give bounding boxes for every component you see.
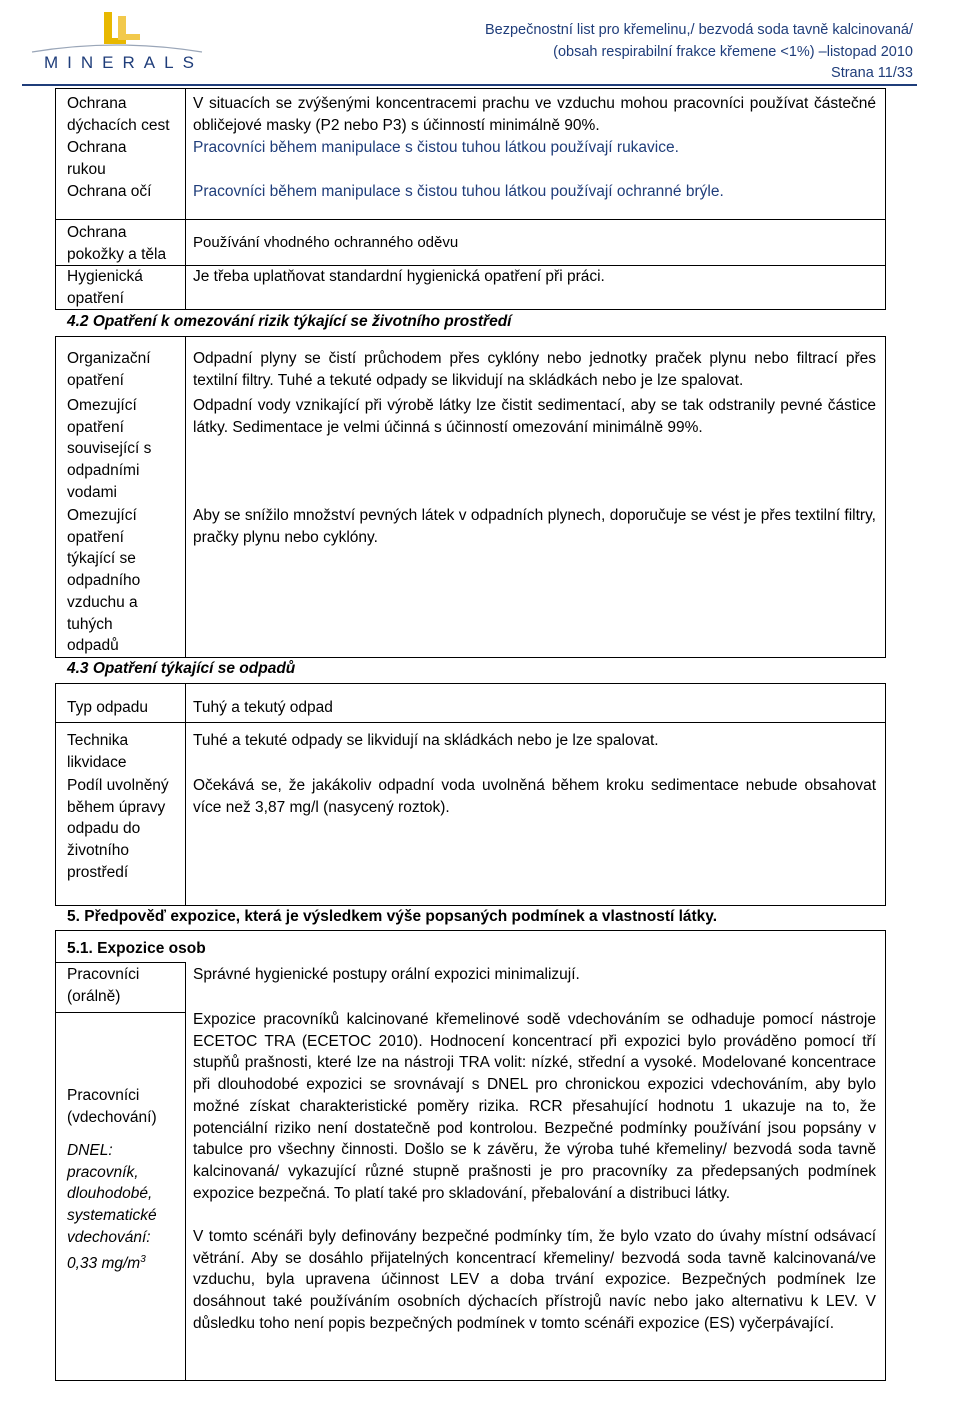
text-release: Očekává se, že jakákoliv odpadní voda uvolněná během kroku sedimentace nebude obsahovat více než 3,87 mg/l (nasycený roztok).	[193, 777, 876, 816]
minerals-logo	[22, 8, 212, 72]
label-skin: Ochrana pokožky a těla	[67, 224, 167, 263]
label-disposal: Technika likvidace	[67, 732, 129, 771]
text-inhalation-2: V tomto scénáři byly definovány bezpečné podmínky tím, že bylo vzato do úvahy místní odsávací větrání. Aby se dosáhlo přijatelných koncentrací křemeliny/ bezvodá soda tavně kalcinovaná/ve vzduchu, byla upravena účinnost LEV a doba trvání expozice. Bezpečných podmínek lze dosáhnout také používáním osobních dýchacích přístrojů navíc nebo jako alternativu k LEV. V důsledku toho není popis bezpečných podmínek v tomto scénáři expozice (ES) vyčerpávající.	[193, 1228, 876, 1332]
table-divider	[185, 962, 186, 1381]
table-divider	[185, 683, 186, 906]
text-respiratory: V situacích se zvýšenými koncentracemi prachu ve vzduchu mohou pracovníci používat částečné obličejové masky (P2 nebo P3) s účinností minimálně 90%.	[193, 95, 876, 134]
text-hygiene: Je třeba uplatňovat standardní hygienická opatření při práci.	[193, 268, 605, 285]
dnel-sup: 3	[140, 1253, 146, 1265]
logo-text: MINERALS	[44, 53, 203, 72]
table-divider	[185, 336, 186, 658]
dnel-text: DNEL: pracovník, dlouhodobé, systematické vdechování: 0,33 mg/m	[67, 1142, 157, 1272]
text-skin: Používání vhodného ochranného oděvu	[193, 234, 459, 251]
label-oral: Pracovníci (orálně)	[67, 966, 140, 1005]
row-rule	[55, 1012, 185, 1013]
label-eyes: Ochrana očí	[67, 183, 152, 200]
label-wastewater: Omezující opatření související s odpadními vodami	[67, 397, 152, 501]
label-inhalation: Pracovníci (vdechování)	[67, 1087, 157, 1126]
text-disposal: Tuhé a tekuté odpady se likvidují na skládkách nebo je lze spalovat.	[193, 732, 659, 749]
text-oral: Správné hygienické postupy orální expozici minimalizují.	[193, 966, 580, 983]
table-divider	[185, 88, 186, 310]
header-rule	[22, 84, 917, 86]
header-title-line2: (obsah respirabilní frakce křemene <1%) –listopad 2010	[553, 43, 913, 60]
label-organizational: Organizační opatření	[67, 350, 151, 389]
section-4-2-heading: 4.2 Opatření k omezování rizik týkající se životního prostředí	[67, 313, 512, 330]
text-air-waste: Aby se snížilo množství pevných látek v odpadních plynech, doporučuje se vést je přes textilní filtry, pračky plynu nebo cyklóny.	[193, 507, 876, 546]
label-release: Podíl uvolněný během úpravy odpadu do životního prostředí	[67, 777, 169, 881]
header-title-line1: Bezpečnostní list pro křemelinu,/ bezvodá soda tavně kalcinovaná/	[485, 22, 913, 38]
text-hands: Pracovníci během manipulace s čistou tuhou látkou používají rukavice.	[193, 139, 679, 156]
text-waste-type: Tuhý a tekutý odpad	[193, 699, 333, 716]
row-rule	[55, 219, 886, 220]
label-respiratory: Ochrana dýchacích cest	[67, 95, 170, 134]
row-rule	[55, 962, 185, 963]
section-4-3-heading: 4.3 Opatření týkající se odpadů	[67, 660, 296, 677]
row-rule	[55, 722, 886, 723]
label-hygiene: Hygienická opatření	[67, 268, 143, 307]
section-5-heading: 5. Předpověď expozice, která je výsledkem výše popsaných podmínek a vlastností látky.	[67, 908, 718, 925]
text-eyes: Pracovníci během manipulace s čistou tuhou látkou používají ochranné brýle.	[193, 183, 724, 200]
dnel-value	[67, 1140, 167, 1274]
page-number: Strana 11/33	[831, 65, 913, 81]
label-air-waste: Omezující opatření týkající se odpadního vzduchu a tuhých odpadů	[67, 507, 141, 655]
label-hands: Ochrana rukou	[67, 139, 127, 178]
text-organizational: Odpadní plyny se čistí průchodem přes cyklóny nebo jednotky praček plynu nebo filtrací přes textilní filtry. Tuhé a tekuté odpady se likvidují na skládkách nebo je lze spalovat.	[193, 350, 876, 389]
document-header	[485, 20, 913, 85]
label-waste-type: Typ odpadu	[67, 699, 149, 716]
section-5-1-heading: 5.1. Expozice osob	[67, 940, 206, 957]
text-wastewater: Odpadní vody vznikající při výrobě látky lze čistit sedimentací, aby se tak odstranily pevné částice látky. Sedimentace je velmi účinná s účinností omezování minimálně 99%.	[193, 397, 876, 436]
text-inhalation-1: Expozice pracovníků kalcinované křemelinové sodě vdechováním se odhaduje pomocí nástroje ECETOC TRA (ECETOC 2010). Hodnocení koncentrací při expozici bylo prováděno pomocí tří stupňů prašnosti, které lze na nástroji TRA volit: nízké, střední a vysoké. Modelované koncentrace při dlouhodobé expozici se srovnávají s DNEL pro chronickou expozici vdechováním, aby bylo možné získat charakteristické poměry rizika. RCR přesahující hodnotu 1 ukazuje na to, že potenciální riziko není dostatečně pod kontrolou. Bezpečné podmínky používání jsou popsány v tabulce pro všechny činnosti. Došlo se k závěru, že výroba tuhé křemeliny/ bezvodá soda tavně kalcinovaná/ vykazující různé stupně prašnosti je pro pracovníky za předepsaných podmínek expozice bezpečná. To platí také pro skladování, přebalování a distribuci látky.	[193, 1011, 876, 1202]
